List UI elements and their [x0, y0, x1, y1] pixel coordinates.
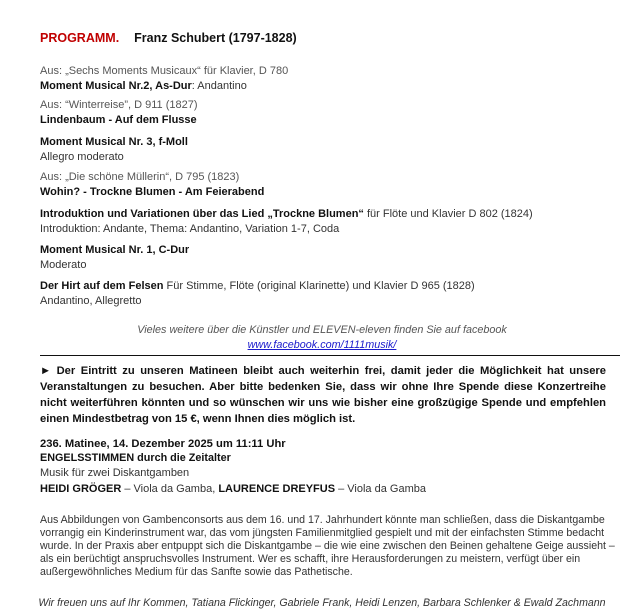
- notice-divider: [40, 355, 620, 356]
- section4-source: Aus: „Die schöne Müllerin“, D 795 (1823): [40, 171, 240, 183]
- section2-title: Lindenbaum - Auf dem Flusse: [40, 114, 197, 126]
- section7-title: Der Hirt auf dem Felsen: [40, 280, 164, 292]
- next-event-subtitle: Musik für zwei Diskantgamben: [40, 467, 190, 479]
- admission-notice: [40, 363, 606, 427]
- section5-suffix: für Flöte und Klavier D 802 (1824): [363, 208, 533, 220]
- section1-tempo: : Andantino: [191, 80, 247, 92]
- arrow-icon: ►: [40, 365, 52, 377]
- section4-title: Wohin? - Trockne Blumen - Am Feierabend: [40, 186, 265, 198]
- section1-title: Moment Musical Nr.2, As-Dur: [40, 80, 192, 92]
- performer1-name: HEIDI GRÖGER: [40, 483, 122, 495]
- performer1-role: – Viola da Gamba,: [121, 483, 219, 495]
- section3-title: Moment Musical Nr. 3, f-Moll: [40, 136, 188, 148]
- performers-line: [40, 483, 426, 496]
- program-header: [40, 32, 297, 45]
- admission-notice-text: Der Eintritt zu unseren Matineen bleibt auch weiterhin frei, damit jeder die Möglichkeit hat unsere Veranstaltungen zu besuchen. Aber bitte bedenken Sie, dass wir ohne Ihre Spende diese Konzertreihe nicht weiterführen könnten und so wünschen wir uns wie bisher eine großzügige Spende und empfehlen einen Mindestbetrag von 15 €, wenn Ihnen dies möglich ist.: [40, 365, 606, 425]
- footer-signature: Wir freuen uns auf Ihr Kommen, Tatiana Flickinger, Gabriele Frank, Heidi Lenzen, Barbara Schlenker & Ewald Zachmann: [38, 597, 606, 609]
- section1-line: [40, 80, 247, 93]
- facebook-link-row: [0, 339, 644, 352]
- performer2-role: – Viola da Gamba: [335, 483, 426, 495]
- event-description: Aus Abbildungen von Gambenconsorts aus dem 16. und 17. Jahrhundert könnte man schließen, dass die Diskantgambe vorrangig ein Kinderinstrument war, das vom jüngsten Familienmitglied gespielt und mit der einfachsten Stimme bedacht wurde. In der Praxis aber entpuppt sich die Diskantgambe – die wie eine zwischen den Beinen gehaltene Geige aussieht – als ein berüchtigt anspruchsvolles Instrument. Wer es schafft, ihre Herausforderungen zu meistern, verfügt über ein außergewöhnliches Medium für das Sanfte sowie das Pathetische.: [40, 514, 615, 578]
- section7-line: [40, 280, 475, 293]
- facebook-text: Vieles weitere über die Künstler und ELEVEN-eleven finden Sie auf facebook: [137, 324, 507, 336]
- section5-title: Introduktion und Variationen über das Lied „Trockne Blumen“: [40, 208, 364, 220]
- performer2-name: LAURENCE DREYFUS: [218, 483, 336, 495]
- section3-tempo: Allegro moderato: [40, 151, 124, 163]
- section7-tempo: Andantino, Allegretto: [40, 295, 142, 307]
- section5-subtitle: Introduktion: Andante, Thema: Andantino, Variation 1-7, Coda: [40, 223, 340, 235]
- section6-tempo: Moderato: [40, 259, 87, 271]
- section5-line: [40, 208, 533, 221]
- composer-name: Franz Schubert (1797-1828): [134, 31, 297, 45]
- section2-source: Aus: “Winterreise”, D 911 (1827): [40, 99, 198, 111]
- facebook-link[interactable]: www.facebook.com/1111musik/: [247, 339, 397, 351]
- section1-source: Aus: „Sechs Moments Musicaux“ für Klavier, D 780: [40, 65, 289, 77]
- program-label: PROGRAMM.: [40, 31, 120, 45]
- next-event-title: ENGELSSTIMMEN durch die Zeitalter: [40, 452, 231, 464]
- section7-suffix: Für Stimme, Flöte (original Klarinette) und Klavier D 965 (1828): [163, 280, 475, 292]
- section6-title: Moment Musical Nr. 1, C-Dur: [40, 244, 190, 256]
- next-event-date: 236. Matinee, 14. Dezember 2025 um 11:11 Uhr: [40, 438, 286, 450]
